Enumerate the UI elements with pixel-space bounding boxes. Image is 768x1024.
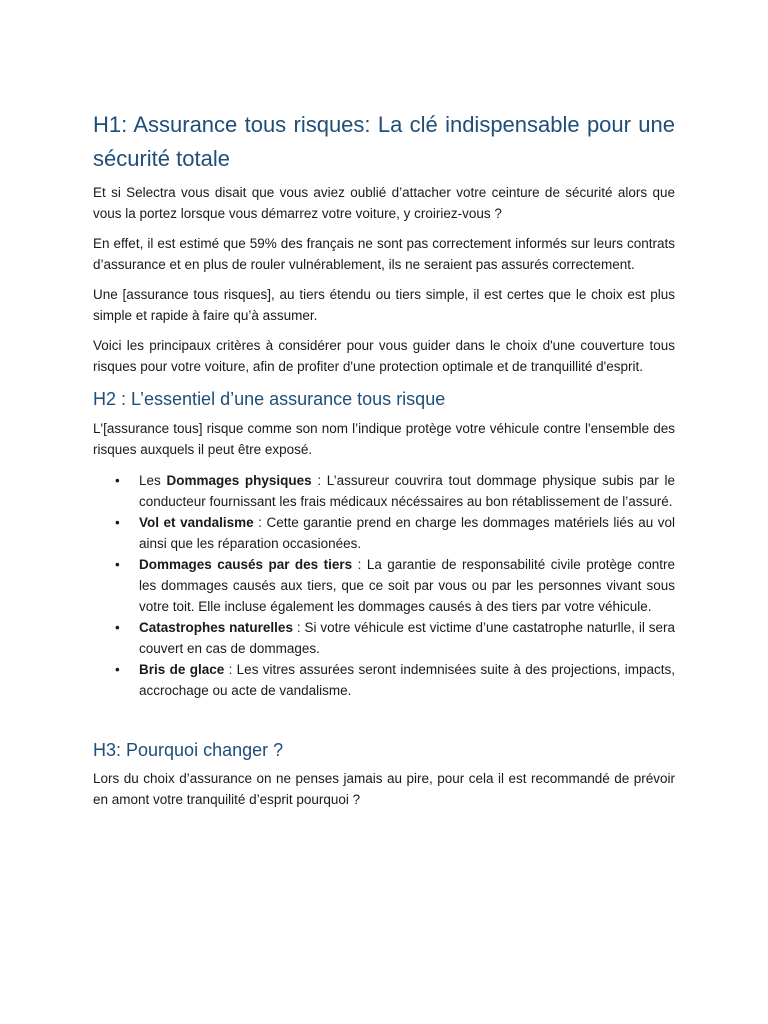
heading-h1: H1: Assurance tous risques: La clé indispensable pour une sécurité totale: [93, 112, 675, 171]
document-page: [93, 108, 675, 819]
intro-paragraph-3: Une [assurance tous risques], au tiers étendu ou tiers simple, il est certes que le choix est plus simple et rapide à faire qu’à assumer.: [93, 287, 675, 323]
list-item-term: Dommages physiques: [166, 473, 312, 488]
list-item-term: Vol et vandalisme: [139, 515, 254, 530]
heading-h3: H3: Pourquoi changer ?: [93, 740, 284, 760]
list-item: [93, 554, 675, 617]
list-item-text: : Les vitres assurées seront indemnisées suite à des projections, impacts, accrochage ou acte de vandalisme.: [139, 662, 675, 698]
bullet-icon: •: [115, 557, 120, 572]
list-item-text: : L’assureur couvrira tout dommage physique subis par le conducteur fournissant les frais médicaux nécéssaires au bon rétablissement de l’assuré.: [139, 473, 675, 509]
list-item-term: Dommages causés par des tiers: [139, 557, 353, 572]
list-item: [93, 512, 675, 554]
intro-paragraph-2: En effet, il est estimé que 59% des français ne sont pas correctement informés sur leurs contrats d’assurance et en plus de rouler vulnérablement, ils ne seraient pas assurés correctement.: [93, 236, 675, 272]
bullet-icon: •: [115, 473, 120, 488]
coverage-list: [93, 470, 675, 701]
intro-paragraph-4: Voici les principaux critères à considérer pour vous guider dans le choix d'une couverture tous risques pour votre voiture, afin de profiter d'une protection optimale et de tranquillité d'esprit.: [93, 338, 675, 374]
list-item-text: : Si votre véhicule est victime d’une castatrophe naturlle, il sera couvert en cas de dommages.: [139, 620, 675, 656]
list-item: [93, 659, 675, 701]
bullet-icon: •: [115, 662, 120, 677]
list-item: [93, 470, 675, 512]
list-item-prefix: Les: [139, 473, 167, 488]
list-item-term: Catastrophes naturelles: [139, 620, 293, 635]
list-item-text: : Cette garantie prend en charge les dommages matériels liés au vol ainsi que les réparation occasionées.: [139, 515, 676, 551]
intro-paragraph-1: Et si Selectra vous disait que vous aviez oublié d’attacher votre ceinture de sécurité alors que vous la portez lorsque vous démarrez votre voiture, y croiriez-vous ?: [93, 185, 675, 221]
list-item: [93, 617, 675, 659]
bullet-icon: •: [115, 620, 120, 635]
heading-h2: H2 : L’essentiel d’une assurance tous risque: [93, 389, 446, 409]
h3-paragraph-1: Lors du choix d’assurance on ne penses jamais au pire, pour cela il est recommandé de prévoir en amont votre tranquilité d’esprit pourquoi ?: [93, 771, 675, 807]
list-item-term: Bris de glace: [139, 662, 225, 677]
h2-paragraph-1: L'[assurance tous] risque comme son nom l’indique protège votre véhicule contre l'ensemble des risques auxquels il peut être exposé.: [93, 421, 675, 457]
list-item-text: : La garantie de responsabilité civile protège contre les dommages causés aux tiers, que ce soit par vous ou par les personnes vivant sous votre toit. Elle incluse également les dommages causés à des tiers par votre véhicule.: [139, 557, 675, 614]
bullet-icon: •: [115, 515, 120, 530]
